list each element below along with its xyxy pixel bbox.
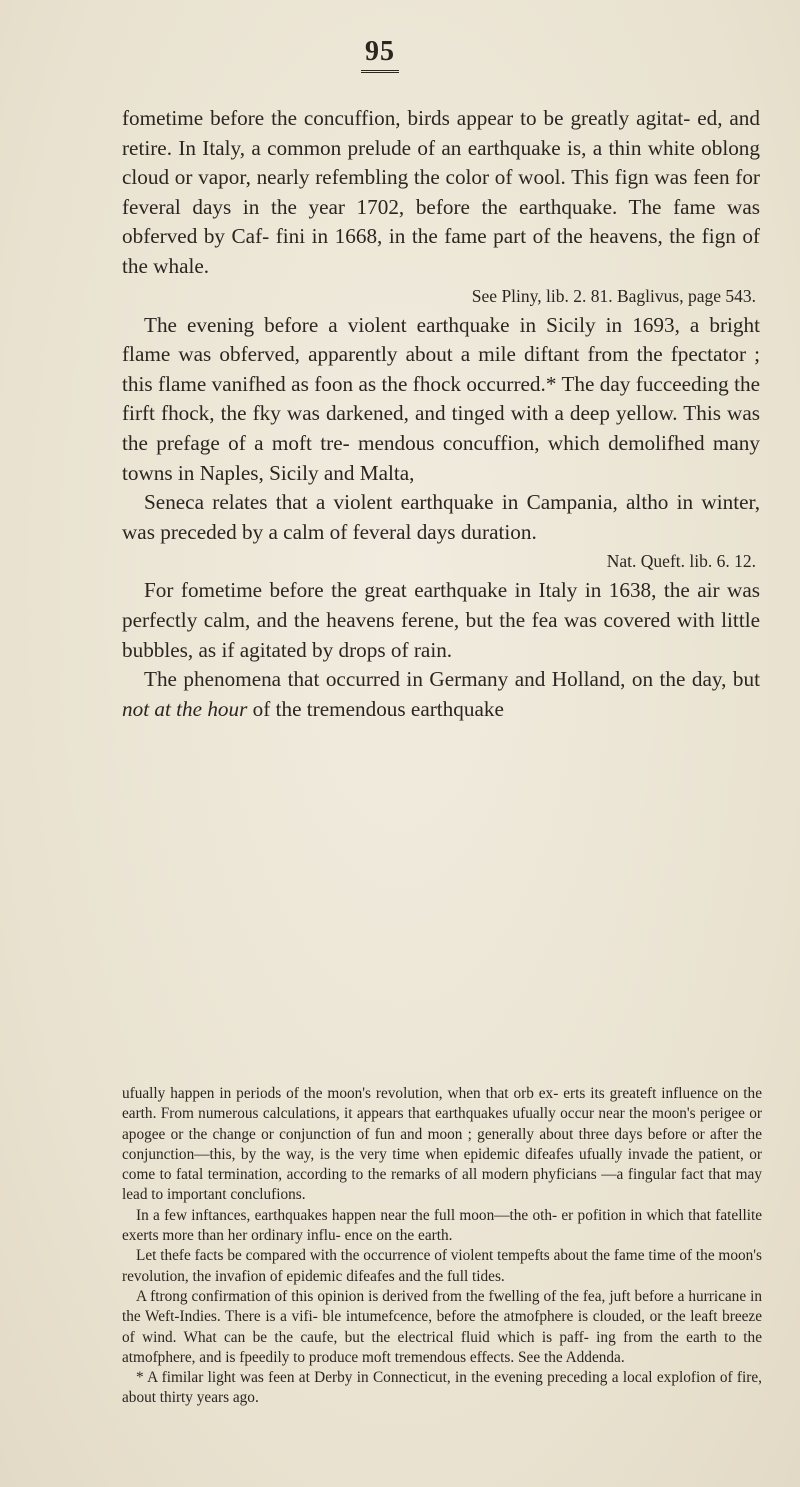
germany-text-italic: not at the hour <box>122 696 248 721</box>
paragraph-seneca: Seneca relates that a violent earthquake in Campania, altho in winter, was preceded by a calm of feveral days duration. <box>122 490 760 544</box>
page-number-text: 95 <box>361 36 399 73</box>
paragraph-italy-1638: For fometime before the great earthquake in Italy in 1638, the air was perfectly calm, and the heavens ferene, but the fea was covered with little bubbles, as if agitated by drops of rain. <box>122 578 760 662</box>
paragraph-sicily-flame: The evening before a violent earthquake in Sicily in 1693, a bright flame was obferved, apparently about a mile diftant from the fpectator ; this flame vanifhed as foon as the fhock occurred.* The day fucceeding the firft fhock, the fky was darkened, and tinged with a deep yellow. This was the prefage of a moft tre- mendous concuffion, which demolifhed many towns in Naples, Sicily and Malta, <box>122 312 760 485</box>
footnote-moon-periods: ufually happen in periods of the moon's revolution, when that orb ex- erts its greateft influence on the earth. From numerous calculations, it appears that earthquakes ufually occur near the moon's perigee or apogee or the change or conjunction of fun and moon ; generally about three days before or after the conjunction—this, by the way, is the very time when epidemic difeafes ufually invade the patient, or come to fatal termination, according to the remarks of all modern phyficians —a fingular fact that may lead to important conclufions. <box>122 1085 762 1204</box>
footnotes <box>122 1084 762 1409</box>
citation-pliny: See Pliny, lib. 2. 81. Baglivus, page 543. <box>471 285 756 306</box>
footnote-derby-light: * A fimilar light was feen at Derby in Connecticut, in the evening preceding a local explofion of fire, about thirty years ago. <box>122 1369 762 1407</box>
footnote-tempests: Let thefe facts be compared with the occurrence of violent tempefts about the fame time of the moon's revolution, the invafion of epidemic difeafes and the full tides. <box>122 1247 762 1285</box>
footnote-sea-swelling: A ftrong confirmation of this opinion is derived from the fwelling of the fea, juft before a hurricane in the Weft-Indies. There is a vifi- ble intumefcence, before the atmofphere is clouded, or the leaft breeze of wind. What can be the caufe, but the electrical fluid which is paff- ing from the earth to the atmofphere, and is fpeedily to produce moft tremendous effects. See the Addenda. <box>122 1287 762 1366</box>
page-number <box>0 36 800 73</box>
main-text <box>122 104 760 724</box>
germany-text-end: of the tremendous earthquake <box>247 696 504 721</box>
citation-seneca: Nat. Queft. lib. 6. 12. <box>606 551 756 572</box>
paragraph-birds-cloud: fometime before the concuffion, birds appear to be greatly agitat- ed, and retire. In Italy, a common prelude of an earthquake is, a thin white oblong cloud or vapor, nearly refembling the color of wool. This fign was feen for feveral days in the year 1702, before the earthquake. The fame was obferved by Caf- fini in 1668, in the fame part of the heavens, the fign of the whale. <box>122 106 760 278</box>
footnote-full-moon: In a few inftances, earthquakes happen near the full moon—the oth- er pofition in which that fatellite exerts more than her ordinary influ- ence on the earth. <box>122 1206 762 1245</box>
germany-text-start: The phenomena that occurred in Germany and Holland, on the day, but <box>144 667 760 692</box>
paragraph-germany-holland <box>122 665 760 724</box>
